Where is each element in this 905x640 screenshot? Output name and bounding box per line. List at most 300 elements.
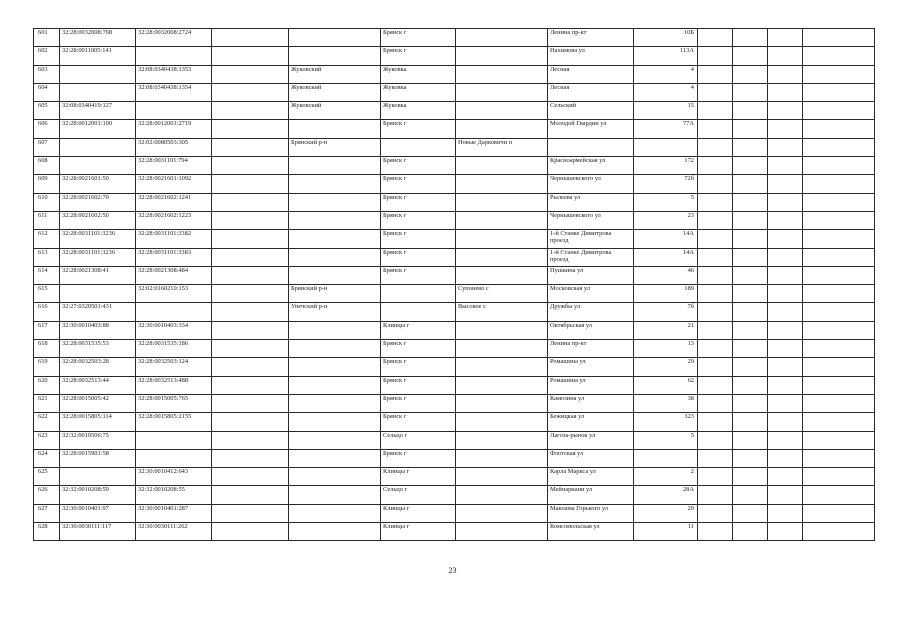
settlement-cell [456, 413, 548, 431]
row-number-cell: 617 [34, 321, 60, 339]
district-cell [289, 486, 381, 504]
settlement-cell [456, 486, 548, 504]
empty-cell [803, 248, 875, 266]
empty-cell [212, 157, 289, 175]
district-cell [289, 211, 381, 229]
house-number-cell: 14А [634, 248, 698, 266]
building-cadastral-number-cell: 32:02:0080503:305 [136, 138, 212, 156]
building-cadastral-number-cell [136, 102, 212, 120]
empty-cell [212, 175, 289, 193]
cadastral-number-cell: 32:32:0010506:75 [60, 431, 136, 449]
cadastral-number-cell [60, 65, 136, 83]
settlement-cell [456, 431, 548, 449]
cadastral-number-cell: 32:28:0015805:114 [60, 413, 136, 431]
building-cadastral-number-cell: 32:28:0031101:3383 [136, 248, 212, 266]
empty-cell [803, 138, 875, 156]
cadastral-number-cell [60, 138, 136, 156]
empty-cell [698, 413, 733, 431]
empty-cell [768, 138, 803, 156]
street-cell: Камозина ул [548, 394, 634, 412]
street-cell: Сельский [548, 102, 634, 120]
settlement-cell [456, 120, 548, 138]
empty-cell [212, 120, 289, 138]
city-cell: Брянск г [381, 47, 456, 65]
row-number-cell: 620 [34, 376, 60, 394]
building-cadastral-number-cell: 32:32:0010208:55 [136, 486, 212, 504]
empty-cell [212, 193, 289, 211]
empty-cell [733, 468, 768, 486]
empty-cell [768, 157, 803, 175]
street-cell: Октябрьская ул [548, 321, 634, 339]
empty-cell [698, 486, 733, 504]
cadastral-number-cell [60, 157, 136, 175]
settlement-cell [456, 230, 548, 248]
house-number-cell: 14А [634, 230, 698, 248]
house-number-cell: 13 [634, 340, 698, 358]
row-number-cell: 621 [34, 394, 60, 412]
empty-cell [698, 102, 733, 120]
district-cell [289, 321, 381, 339]
cadastral-number-cell: 32:28:0032513:44 [60, 376, 136, 394]
empty-cell [212, 321, 289, 339]
house-number-cell: 7б [634, 303, 698, 321]
empty-cell [733, 449, 768, 467]
building-cadastral-number-cell: 32:02:0160210:153 [136, 285, 212, 303]
settlement-cell [456, 523, 548, 541]
table-row [34, 65, 875, 83]
empty-cell [768, 303, 803, 321]
page-number: 23 [448, 566, 457, 575]
building-cadastral-number-cell: 32:28:0031101:794 [136, 157, 212, 175]
table-row [34, 47, 875, 65]
row-number-cell: 616 [34, 303, 60, 321]
empty-cell [768, 230, 803, 248]
house-number-cell: 323 [634, 413, 698, 431]
street-cell: Бежицкая ул [548, 413, 634, 431]
cadastral-number-cell: 32:28:0012001:100 [60, 120, 136, 138]
empty-cell [698, 157, 733, 175]
empty-cell [733, 102, 768, 120]
cadastral-number-cell: 32:30:0030111:117 [60, 523, 136, 541]
empty-cell [212, 138, 289, 156]
empty-cell [768, 358, 803, 376]
cadastral-number-cell: 32:28:0021602:50 [60, 211, 136, 229]
table-row [34, 248, 875, 266]
empty-cell [733, 83, 768, 101]
city-cell: Жуковка [381, 102, 456, 120]
cadastral-number-cell: 32:28:0021308:41 [60, 266, 136, 284]
table-row [34, 102, 875, 120]
house-number-cell: 4 [634, 83, 698, 101]
empty-cell [698, 248, 733, 266]
city-cell: Жуковка [381, 65, 456, 83]
district-cell [289, 175, 381, 193]
row-number-cell: 601 [34, 29, 60, 47]
street-cell: Максима Горького ул [548, 504, 634, 522]
empty-cell [733, 523, 768, 541]
district-cell [289, 358, 381, 376]
cadastral-number-cell: 32:08:0340419:127 [60, 102, 136, 120]
settlement-cell [456, 102, 548, 120]
empty-cell [698, 321, 733, 339]
street-cell: Ромашина ул [548, 376, 634, 394]
district-cell [289, 504, 381, 522]
table-row [34, 303, 875, 321]
empty-cell [212, 248, 289, 266]
district-cell: Брянский р-н [289, 285, 381, 303]
settlement-cell [456, 449, 548, 467]
district-cell [289, 340, 381, 358]
street-cell: 1-й Станке Димитрова проезд [548, 230, 634, 248]
city-cell: Клинцы г [381, 321, 456, 339]
street-cell [548, 138, 634, 156]
empty-cell [698, 29, 733, 47]
row-number-cell: 602 [34, 47, 60, 65]
settlement-cell [456, 321, 548, 339]
empty-cell [698, 376, 733, 394]
district-cell [289, 523, 381, 541]
empty-cell [803, 486, 875, 504]
city-cell: Брянск г [381, 266, 456, 284]
district-cell [289, 47, 381, 65]
table-row [34, 431, 875, 449]
empty-cell [733, 285, 768, 303]
house-number-cell: 72б [634, 175, 698, 193]
empty-cell [212, 486, 289, 504]
row-number-cell: 623 [34, 431, 60, 449]
row-number-cell: 613 [34, 248, 60, 266]
empty-cell [733, 230, 768, 248]
empty-cell [733, 321, 768, 339]
house-number-cell: 4 [634, 65, 698, 83]
empty-cell [768, 175, 803, 193]
settlement-cell [456, 47, 548, 65]
street-cell: Ромашина ул [548, 358, 634, 376]
row-number-cell: 609 [34, 175, 60, 193]
settlement-cell [456, 266, 548, 284]
empty-cell [733, 157, 768, 175]
building-cadastral-number-cell: 32:28:0032008:2724 [136, 29, 212, 47]
building-cadastral-number-cell: 32:08:0340438:1354 [136, 83, 212, 101]
empty-cell [768, 29, 803, 47]
empty-cell [803, 175, 875, 193]
empty-cell [768, 413, 803, 431]
empty-cell [212, 340, 289, 358]
table-row [34, 449, 875, 467]
empty-cell [803, 321, 875, 339]
house-number-cell: 2 [634, 468, 698, 486]
table-row [34, 175, 875, 193]
empty-cell [768, 431, 803, 449]
street-cell: Флотская ул [548, 449, 634, 467]
empty-cell [212, 394, 289, 412]
empty-cell [803, 376, 875, 394]
empty-cell [768, 449, 803, 467]
row-number-cell: 612 [34, 230, 60, 248]
street-cell: Лесная [548, 65, 634, 83]
row-number-cell: 611 [34, 211, 60, 229]
empty-cell [803, 285, 875, 303]
cadastral-number-cell: 32:28:0011005:141 [60, 47, 136, 65]
empty-cell [733, 504, 768, 522]
empty-cell [768, 193, 803, 211]
settlement-cell [456, 358, 548, 376]
district-cell [289, 394, 381, 412]
district-cell [289, 431, 381, 449]
street-cell: 1-й Станке Димитрова проезд [548, 248, 634, 266]
city-cell: Брянск г [381, 413, 456, 431]
empty-cell [733, 193, 768, 211]
house-number-cell: 21 [634, 321, 698, 339]
row-number-cell: 610 [34, 193, 60, 211]
empty-cell [768, 376, 803, 394]
empty-cell [212, 523, 289, 541]
empty-cell [803, 468, 875, 486]
row-number-cell: 625 [34, 468, 60, 486]
empty-cell [733, 248, 768, 266]
table-row [34, 230, 875, 248]
empty-cell [698, 504, 733, 522]
row-number-cell: 622 [34, 413, 60, 431]
empty-cell [212, 47, 289, 65]
empty-cell [698, 285, 733, 303]
city-cell [381, 285, 456, 303]
settlement-cell [456, 193, 548, 211]
settlement-cell [456, 65, 548, 83]
empty-cell [768, 47, 803, 65]
table-row [34, 358, 875, 376]
row-number-cell: 604 [34, 83, 60, 101]
settlement-cell [456, 175, 548, 193]
house-number-cell: 77А [634, 120, 698, 138]
city-cell: Брянск г [381, 248, 456, 266]
settlement-cell [456, 83, 548, 101]
settlement-cell [456, 29, 548, 47]
table-row [34, 266, 875, 284]
row-number-cell: 615 [34, 285, 60, 303]
empty-cell [733, 65, 768, 83]
table-row [34, 120, 875, 138]
house-number-cell: 29 [634, 358, 698, 376]
empty-cell [803, 303, 875, 321]
street-cell: Дружбы ул [548, 303, 634, 321]
empty-cell [803, 394, 875, 412]
street-cell: Мейпариани ул [548, 486, 634, 504]
settlement-cell [456, 376, 548, 394]
empty-cell [803, 523, 875, 541]
city-cell: Брянск г [381, 340, 456, 358]
empty-cell [768, 321, 803, 339]
house-number-cell: 46 [634, 266, 698, 284]
table-row [34, 340, 875, 358]
empty-cell [698, 358, 733, 376]
row-number-cell: 624 [34, 449, 60, 467]
empty-cell [768, 394, 803, 412]
settlement-cell: Высокое с [456, 303, 548, 321]
empty-cell [212, 413, 289, 431]
building-cadastral-number-cell: 32:08:0340438:1353 [136, 65, 212, 83]
building-cadastral-number-cell: 32:28:0021308:484 [136, 266, 212, 284]
district-cell: Жуковский [289, 83, 381, 101]
table-row [34, 211, 875, 229]
row-number-cell: 607 [34, 138, 60, 156]
street-cell: Карла Маркса ул [548, 468, 634, 486]
empty-cell [733, 175, 768, 193]
building-cadastral-number-cell: 32:30:0010412:643 [136, 468, 212, 486]
house-number-cell: 15 [634, 102, 698, 120]
house-number-cell: 172 [634, 157, 698, 175]
table-row [34, 157, 875, 175]
empty-cell [212, 504, 289, 522]
settlement-cell [456, 340, 548, 358]
building-cadastral-number-cell: 32:28:0021601:1092 [136, 175, 212, 193]
row-number-cell: 608 [34, 157, 60, 175]
street-cell: Молодой Гвардии ул [548, 120, 634, 138]
settlement-cell: Новые Дарковичи п [456, 138, 548, 156]
building-cadastral-number-cell [136, 431, 212, 449]
district-cell [289, 468, 381, 486]
empty-cell [803, 211, 875, 229]
empty-cell [768, 120, 803, 138]
empty-cell [698, 303, 733, 321]
building-cadastral-number-cell: 32:28:0021602:1223 [136, 211, 212, 229]
empty-cell [768, 468, 803, 486]
city-cell: Брянск г [381, 193, 456, 211]
row-number-cell: 618 [34, 340, 60, 358]
empty-cell [803, 29, 875, 47]
house-number-cell: 5 [634, 431, 698, 449]
empty-cell [212, 29, 289, 47]
street-cell: Чернышевского ул [548, 175, 634, 193]
empty-cell [803, 449, 875, 467]
empty-cell [803, 47, 875, 65]
empty-cell [768, 102, 803, 120]
row-number-cell: 605 [34, 102, 60, 120]
empty-cell [698, 47, 733, 65]
street-cell: Ленина пр-кт [548, 29, 634, 47]
cadastral-number-cell: 32:30:0010403:88 [60, 321, 136, 339]
city-cell: Брянск г [381, 211, 456, 229]
settlement-cell [456, 248, 548, 266]
empty-cell [733, 47, 768, 65]
city-cell: Брянск г [381, 449, 456, 467]
empty-cell [768, 504, 803, 522]
empty-cell [768, 248, 803, 266]
house-number-cell: 62 [634, 376, 698, 394]
empty-cell [212, 65, 289, 83]
house-number-cell: 29 [634, 504, 698, 522]
empty-cell [733, 413, 768, 431]
empty-cell [212, 468, 289, 486]
cadastral-number-cell: 32:28:0031535:53 [60, 340, 136, 358]
empty-cell [768, 211, 803, 229]
city-cell: Сельцо г [381, 431, 456, 449]
building-cadastral-number-cell: 32:28:0031101:3382 [136, 230, 212, 248]
street-cell: Лагоза-рынок ул [548, 431, 634, 449]
empty-cell [768, 65, 803, 83]
building-cadastral-number-cell: 32:30:0010401:287 [136, 504, 212, 522]
empty-cell [803, 157, 875, 175]
city-cell: Брянск г [381, 29, 456, 47]
empty-cell [768, 340, 803, 358]
row-number-cell: 627 [34, 504, 60, 522]
settlement-cell [456, 157, 548, 175]
empty-cell [212, 230, 289, 248]
district-cell: Жуковский [289, 65, 381, 83]
city-cell: Брянск г [381, 175, 456, 193]
table-row [34, 413, 875, 431]
row-number-cell: 619 [34, 358, 60, 376]
house-number-cell: 11 [634, 523, 698, 541]
building-cadastral-number-cell: 32:28:0032503:124 [136, 358, 212, 376]
district-cell [289, 193, 381, 211]
empty-cell [803, 431, 875, 449]
table-row [34, 468, 875, 486]
city-cell [381, 303, 456, 321]
city-cell: Клинцы г [381, 504, 456, 522]
building-cadastral-number-cell [136, 449, 212, 467]
empty-cell [768, 523, 803, 541]
table-row [34, 376, 875, 394]
empty-cell [803, 413, 875, 431]
city-cell: Брянск г [381, 376, 456, 394]
cadastral-number-cell [60, 468, 136, 486]
table-row [34, 29, 875, 47]
cadastral-number-cell: 32:28:0015901:58 [60, 449, 136, 467]
empty-cell [212, 449, 289, 467]
cadastral-number-cell: 32:28:0015005:42 [60, 394, 136, 412]
empty-cell [212, 431, 289, 449]
row-number-cell: 628 [34, 523, 60, 541]
empty-cell [768, 285, 803, 303]
house-number-cell: 5 [634, 193, 698, 211]
house-number-cell: 10Б [634, 29, 698, 47]
cadastral-number-cell: 32:32:0010208:59 [60, 486, 136, 504]
settlement-cell [456, 394, 548, 412]
empty-cell [803, 102, 875, 120]
empty-cell [803, 193, 875, 211]
house-number-cell: 38 [634, 394, 698, 412]
cadastral-number-cell [60, 83, 136, 101]
empty-cell [698, 468, 733, 486]
street-cell: Комсомольская ул [548, 523, 634, 541]
table-row [34, 504, 875, 522]
street-cell: Рылеева ул [548, 193, 634, 211]
district-cell [289, 413, 381, 431]
city-cell: Брянск г [381, 230, 456, 248]
building-cadastral-number-cell: 32:28:0015005:765 [136, 394, 212, 412]
empty-cell [733, 211, 768, 229]
empty-cell [212, 266, 289, 284]
row-number-cell: 603 [34, 65, 60, 83]
street-cell: Московская ул [548, 285, 634, 303]
building-cadastral-number-cell: 32:30:0010403:334 [136, 321, 212, 339]
empty-cell [733, 340, 768, 358]
empty-cell [698, 394, 733, 412]
empty-cell [803, 83, 875, 101]
cadastral-number-cell: 32:28:0032008:768 [60, 29, 136, 47]
property-registry-table [33, 28, 875, 541]
empty-cell [698, 523, 733, 541]
street-cell: Чернышевского ул [548, 211, 634, 229]
empty-cell [733, 303, 768, 321]
building-cadastral-number-cell [136, 47, 212, 65]
empty-cell [733, 266, 768, 284]
cadastral-number-cell: 32:28:0031101:3236 [60, 230, 136, 248]
settlement-cell [456, 468, 548, 486]
building-cadastral-number-cell [136, 303, 212, 321]
row-number-cell: 606 [34, 120, 60, 138]
